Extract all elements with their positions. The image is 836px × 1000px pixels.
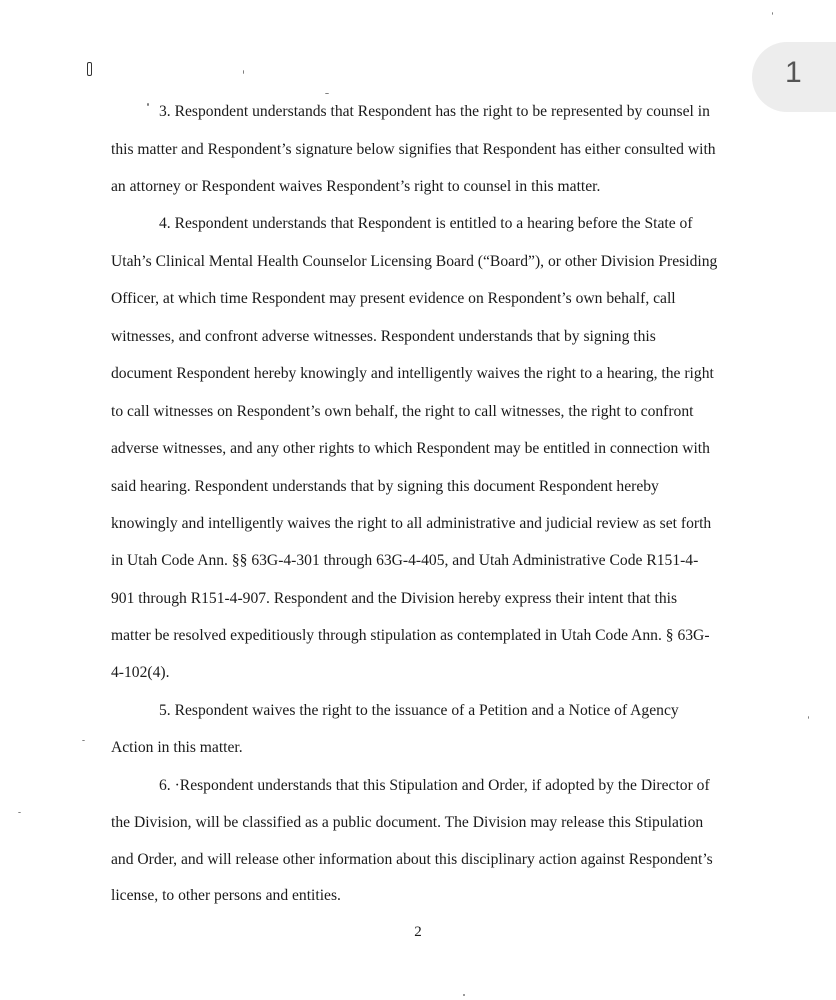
text-line: 4. Respondent understands that Respondent is entitled to a hearing before the State of bbox=[159, 215, 693, 232]
text-line: license, to other persons and entities. bbox=[111, 887, 341, 904]
scan-speck bbox=[325, 93, 329, 94]
scan-speck bbox=[808, 716, 809, 719]
text-line: matter be resolved expeditiously through stipulation as contemplated in Utah Code Ann. § 63G- bbox=[111, 627, 710, 644]
scan-speck bbox=[772, 12, 773, 15]
text-line: Officer, at which time Respondent may present evidence on Respondent’s own behalf, call bbox=[111, 290, 676, 307]
page-number: 2 bbox=[414, 924, 422, 940]
page-indicator-badge bbox=[752, 42, 836, 112]
scan-speck bbox=[18, 812, 21, 813]
text-line: document Respondent hereby knowingly and intelligently waives the right to a hearing, the right bbox=[111, 365, 714, 382]
page-indicator-number: 1 bbox=[785, 56, 802, 89]
text-line: 3. Respondent understands that Respondent has the right to be represented by counsel in bbox=[159, 103, 710, 120]
text-line: said hearing. Respondent understands that by signing this document Respondent hereby bbox=[111, 478, 659, 495]
scan-speck bbox=[243, 70, 244, 74]
text-line: knowingly and intelligently waives the right to all administrative and judicial review as set forth bbox=[111, 515, 712, 532]
staple-mark bbox=[87, 62, 92, 76]
scan-speck bbox=[463, 994, 465, 996]
text-line: 6. ·Respondent understands that this Stipulation and Order, if adopted by the Director of bbox=[159, 777, 710, 794]
text-line: Utah’s Clinical Mental Health Counselor Licensing Board (“Board”), or other Division Presiding bbox=[111, 253, 718, 270]
text-line: this matter and Respondent’s signature below signifies that Respondent has either consulted with bbox=[111, 141, 716, 158]
text-line: 4-102(4). bbox=[111, 664, 170, 681]
scan-speck bbox=[147, 103, 149, 106]
text-line: in Utah Code Ann. §§ 63G-4-301 through 63G-4-405, and Utah Administrative Code R151-4- bbox=[111, 552, 699, 569]
text-line: and Order, and will release other information about this disciplinary action against Respondent’s bbox=[111, 851, 713, 868]
text-line: 5. Respondent waives the right to the issuance of a Petition and a Notice of Agency bbox=[159, 702, 679, 719]
text-line: Action in this matter. bbox=[111, 739, 243, 756]
text-line: the Division, will be classified as a public document. The Division may release this Stipulation bbox=[111, 814, 704, 831]
text-line: 901 through R151-4-907. Respondent and the Division hereby express their intent that this bbox=[111, 590, 678, 607]
scan-speck bbox=[82, 740, 85, 741]
text-line: an attorney or Respondent waives Respondent’s right to counsel in this matter. bbox=[111, 178, 601, 195]
text-line: witnesses, and confront adverse witnesses. Respondent understands that by signing this bbox=[111, 328, 656, 345]
text-line: to call witnesses on Respondent’s own behalf, the right to call witnesses, the right to confront bbox=[111, 403, 694, 420]
text-line: adverse witnesses, and any other rights to which Respondent may be entitled in connection with bbox=[111, 440, 710, 457]
